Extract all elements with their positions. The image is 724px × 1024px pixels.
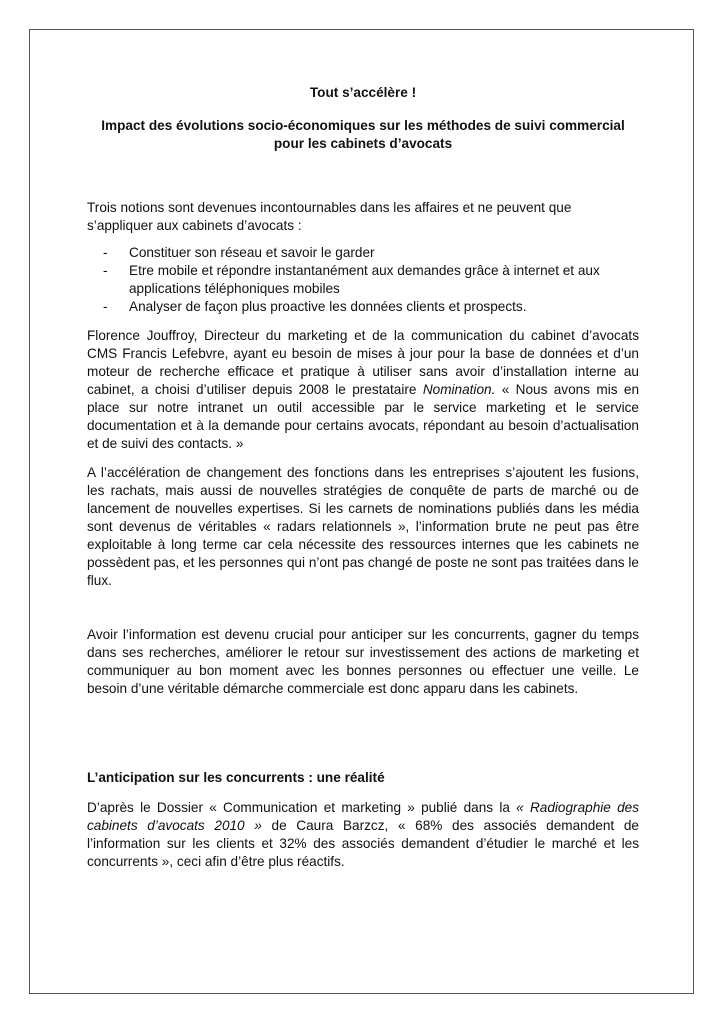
paragraph-dossier-quote: de Caura Barzcz, « 68% des associés demandent de l’information sur les clients et 32% des associés demandent d’étudier le marché et les concurrents », ceci afin d’être plus réactifs. [87,818,639,869]
document-title: Tout s’accélère ! [309,85,417,100]
bullet-marker: - [103,263,108,278]
section-heading: L’anticipation sur les concurrents : une réalité [87,770,385,785]
subtitle-line-2: pour les cabinets d’avocats [273,136,453,151]
document-subtitle [87,117,639,153]
bullet-marker: - [103,299,108,314]
subtitle-line-1: Impact des évolutions socio-économiques sur les méthodes de suivi commercial [101,118,625,133]
bullet-marker: - [103,245,108,260]
list-item [87,244,639,262]
list-item-text: Analyser de façon plus proactive les données clients et prospects. [129,299,527,314]
paragraph-information: Avoir l’information est devenu crucial pour anticiper sur les concurrents, gagner du temps dans ses recherches, améliorer le retour sur investissement des actions de marketing et communiquer au bon moment avec les bonnes personnes ou effectuer une veille. Le besoin d’une véritable démarche commerciale est donc apparu dans les cabinets. [87,627,639,696]
paragraph-jouffroy-text: Florence Jouffroy, Directeur du marketing et de la communication du cabinet d’avocats CMS Francis Lefebvre, ayant eu besoin de mises à jour pour la base de données et d’un moteur de recherche efficace et pratique à utiliser sans avoir d’installation interne au cabinet, a choisi d’utiliser depuis 2008 le prestataire [87,328,639,397]
radiographie-emphasis: « Radiographie des cabinets d’avocats 2010 » [87,800,639,833]
paragraph-jouffroy-quote: « Nous avons mis en place sur notre intranet un outil accessible par le service marketing et le service documentation et à la demande pour certains avocats, répondant au besoin d’actualisation et de suivi des contacts. » [87,382,640,451]
document-body [87,84,639,871]
notions-list [87,244,639,316]
list-item [87,298,639,316]
list-item-text: Etre mobile et répondre instantanément aux demandes grâce à internet et aux applications téléphoniques mobiles [129,263,600,296]
paragraph-acceleration: A l’accélération de changement des fonctions dans les entreprises s’ajoutent les fusions, les rachats, mais aussi de nouvelles stratégies de conquête de parts de marché ou de lancement de nouvelles expertises. Si les carnets de nominations publiés dans les média sont devenus de véritables « radars relationnels », l’information brute ne peut pas être exploitable à long terme car cela nécessite des ressources internes que les cabinets ne possèdent pas, et les personnes qui n’ont pas changé de poste ne sont pas traitées dans le flux. [87,465,639,588]
nomination-emphasis: Nomination. [422,382,496,397]
list-item-text: Constituer son réseau et savoir le garder [129,245,375,260]
list-item [87,262,639,298]
intro-paragraph: Trois notions sont devenues incontournables dans les affaires et ne peuvent que s’appliquer aux cabinets d’avocats : [87,200,572,233]
paragraph-dossier [87,799,639,871]
paragraph-jouffroy [87,327,639,453]
paragraph-dossier-text: D’après le Dossier « Communication et marketing » publié dans la [87,800,517,815]
